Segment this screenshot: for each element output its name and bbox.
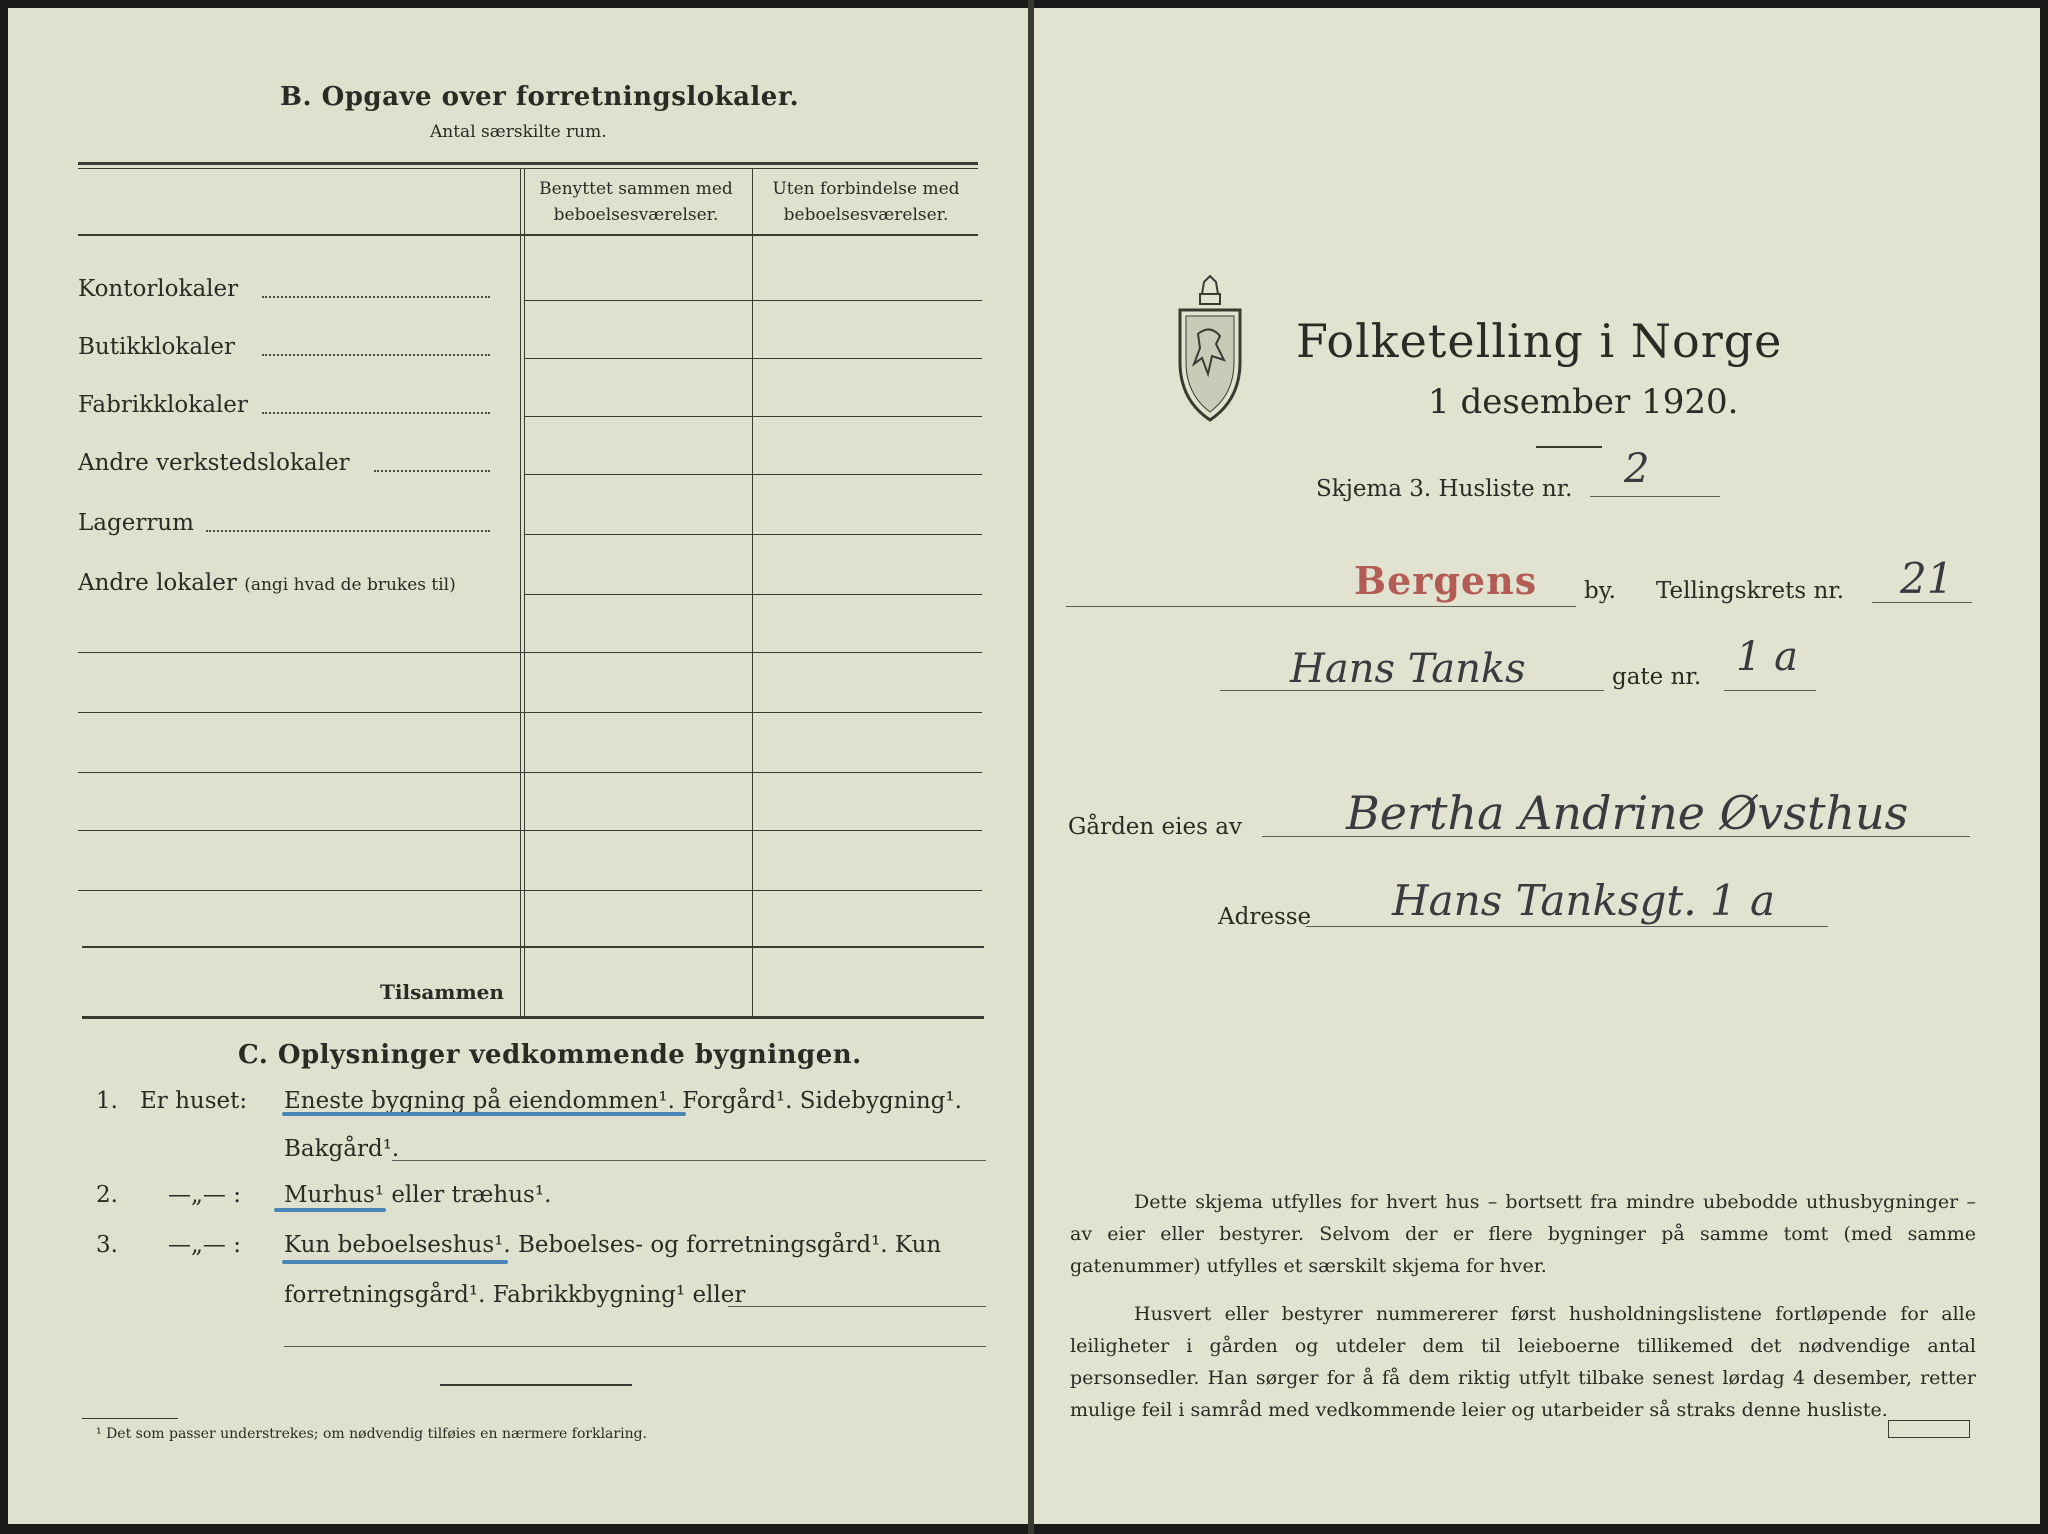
fill-line	[728, 1306, 986, 1307]
owner-label: Gården eies av	[1068, 814, 1242, 840]
address-value: Hans Tanksgt. 1 a	[1392, 876, 1776, 925]
item-lead: —„— :	[168, 1182, 241, 1208]
instruction-paragraph: Husvert eller bestyrer nummererer først husholdningslistene fortløpende for alle leiligheter i gården og utdeler dem til leieboerne tillikemed det nødvendige antal personsedler. Han sørger for å få dem riktig utfylt tilbake senest lørdag 4 desember, retter mulige feil i samråd med vedkommende leier og utarbeider så straks denne husliste.	[1070, 1303, 1976, 1421]
col1-header: Benyttet sammen med beboelsesværelser.	[539, 179, 733, 225]
row-sep	[78, 890, 982, 891]
row-label: Andre verkstedslokaler	[78, 450, 350, 476]
item-text: Kun beboelseshus¹. Beboelses- og forretningsgård¹. Kun	[284, 1232, 942, 1258]
short-rule	[1536, 446, 1602, 448]
fill-line	[284, 1346, 986, 1347]
owner-name: Bertha Andrine Øvsthus	[1346, 786, 1909, 840]
footnote: ¹ Det som passer understrekes; om nødvendig tilføies en nærmere forklaring.	[96, 1426, 648, 1442]
printer-stamp	[1888, 1420, 1970, 1438]
leader-dots	[206, 530, 490, 532]
krets-nr: 21	[1900, 554, 1954, 603]
underline-mark	[282, 1260, 508, 1264]
husliste-nr: 2	[1624, 446, 1650, 492]
underline-mark	[274, 1208, 386, 1212]
city-name: Bergens	[1354, 558, 1538, 603]
fill-line	[1872, 602, 1972, 603]
row-label-other: Andre lokaler (angi hvad de brukes til)	[78, 570, 456, 596]
row-sep	[78, 772, 982, 773]
item-lead: Er huset:	[140, 1088, 248, 1114]
underline-mark	[282, 1112, 686, 1116]
row-sep	[524, 358, 982, 359]
total-rule-bottom	[82, 1016, 984, 1019]
fill-line	[1724, 690, 1816, 691]
fill-line	[1306, 926, 1828, 927]
section-b-title: B. Opgave over forretningslokaler.	[280, 82, 800, 112]
row-sep	[524, 300, 982, 301]
fill-line	[392, 1160, 986, 1161]
leader-dots	[262, 412, 490, 414]
short-rule	[440, 1384, 632, 1386]
row-sep	[524, 594, 982, 595]
leader-dots	[262, 354, 490, 356]
row-sep	[78, 712, 982, 713]
fill-line	[1220, 690, 1604, 691]
leader-dots	[374, 470, 490, 472]
section-b-subtitle: Antal særskilte rum.	[430, 122, 607, 142]
row-sep	[78, 652, 982, 653]
form-date: 1 desember 1920.	[1428, 382, 1739, 422]
gate-label: gate nr.	[1612, 664, 1702, 690]
row-label: Fabrikklokaler	[78, 392, 248, 418]
item-lead: —„— :	[168, 1232, 241, 1258]
street-name: Hans Tanks	[1290, 646, 1526, 692]
row-sep	[78, 830, 982, 831]
row-label: Kontorlokaler	[78, 276, 239, 302]
leader-dots	[262, 296, 490, 298]
item-text: Eneste bygning på eiendommen¹. Forgård¹. Sidebygning¹.	[284, 1088, 962, 1114]
form-title: Folketelling i Norge	[1296, 314, 1783, 368]
city-suffix: by.	[1584, 578, 1616, 604]
row-label: Butikklokaler	[78, 334, 236, 360]
item-number: 2.	[96, 1182, 118, 1208]
right-page	[1032, 8, 2040, 1524]
col2-header: Uten forbindelse med beboelsesværelser.	[772, 179, 960, 225]
row-sep	[524, 534, 982, 535]
item-continuation: forretningsgård¹. Fabrikkbygning¹ eller	[284, 1282, 746, 1308]
krets-label: Tellingskrets nr.	[1656, 578, 1845, 604]
skjema-label: Skjema 3. Husliste nr.	[1316, 476, 1573, 502]
coat-of-arms-icon	[1172, 274, 1248, 424]
section-c-title: C. Oplysninger vedkommende bygningen.	[238, 1040, 862, 1070]
fill-line	[1590, 496, 1720, 497]
row-sep	[524, 416, 982, 417]
footnote-rule	[82, 1418, 178, 1419]
page-fold	[1028, 0, 1034, 1534]
item-number: 3.	[96, 1232, 118, 1258]
instruction-paragraph: Dette skjema utfylles for hvert hus – bortsett fra mindre ubebodde uthusbygninger – av eier eller bestyrer. Selvom der er flere bygninger på samme tomt (med samme gatenummer) utfylles et særskilt skjema for hver.	[1070, 1191, 1976, 1277]
row-label: Lagerrum	[78, 510, 194, 536]
header-bottom-rule	[78, 234, 978, 236]
total-rule-top	[82, 946, 984, 948]
fill-line	[1262, 836, 1970, 837]
fill-line	[1066, 606, 1576, 607]
item-number: 1.	[96, 1088, 118, 1114]
address-label: Adresse	[1218, 904, 1312, 930]
table-top-rule-2	[78, 168, 978, 169]
row-sep	[524, 474, 982, 475]
table-top-rule	[78, 162, 978, 165]
item-text: Murhus¹ eller træhus¹.	[284, 1182, 552, 1208]
item-continuation: Bakgård¹.	[284, 1136, 400, 1162]
gate-nr: 1 a	[1736, 634, 1799, 680]
total-label: Tilsammen	[380, 980, 504, 1004]
